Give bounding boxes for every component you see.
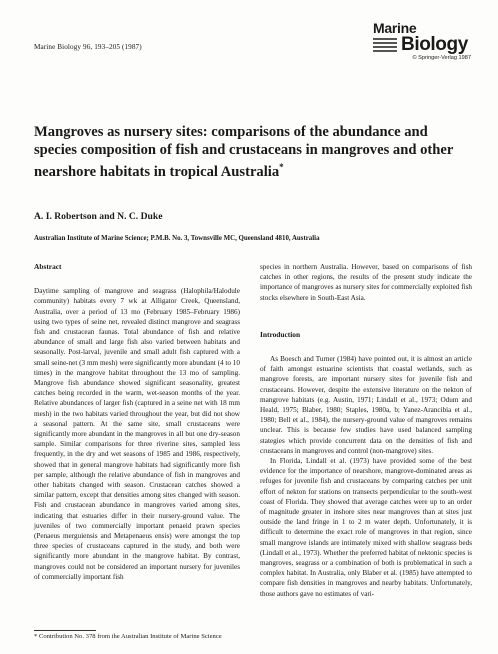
journal-citation: Marine Biology 96, 193–205 (1987) (34, 43, 142, 51)
article-title-text: Mangroves as nursery sites: comparisons of the abundance and species composition of fish and crustaceans in mangroves and other nearshore habitats in tropical Australia (34, 124, 454, 181)
publisher-copyright: © Springer-Verlag 1987 (412, 55, 471, 61)
author-affiliation: Australian Institute of Marine Science; P.M.B. No. 3, Townsville MC, Queensland 4810, Australia (34, 235, 320, 242)
introduction-heading: Introduction (260, 329, 301, 339)
journal-logo (373, 22, 471, 61)
introduction-paragraph-2: In Florida, Lindall et al. (1973) have provided some of the best evidence for the importance of nearshore, mangrove-dominated areas as refuges for juvenile fish and crustaceans by comparing catches per unit effort of nekton for stations on transects perpendicular to the south-west coast of Florida. They showed that average catches were up to an order of magnitude greater in inshore sites near mangroves than at sites just outside the land fringe in 1 to 2 m water depth. Unfortunately, it is difficult to determine the exact role of mangroves in that region, since small mangrove islands are intimately mixed with shallow seagrass beds (Lindall et al., 1973). Whether the preferred habitat of nektonic species is mangroves, seagrass or a combination of both is problematical in such a complex habitat. In Australia, only Blaber et al. (1985) have attempted to compare fish densities in mangroves and nearby habitats. Unfortunately, those authors gave no estimates of vari- (260, 457, 472, 598)
title-footnote-marker[interactable]: * (279, 162, 284, 173)
left-column (34, 262, 240, 582)
right-column (260, 262, 472, 599)
logo-decoration (373, 36, 397, 52)
abstract-text: Daytime sampling of mangrove and seagrass (Halophila/Halodule community) habitats every 7 wk at Alligator Creek, Queensland, Australia, over a period of 13 mo (February 1985–February 1986) using two types of seine net, revealed distinct mangrove and seagrass fish and crustacean faunas. Total abundance of fish and relative abundance of small and large fish also varied between habitats and seasonally. Post-larval, juvenile and small adult fish captured with a small seine-net (3 mm mesh) were significantly more abundant (4 to 10 times) in the mangrove habitat throughout the 13 mo of sampling. Mangrove fish abundance showed significant seasonality, greatest catches being recorded in the warm, wet-season months of the year. Relative abundances of larger fish (captured in a seine net with 18 mm mesh) in the two habitats varied throughout the year, but did not show a seasonal pattern. At the same site, small crustaceans were significantly more abundant in the mangroves in all but one dry-season sample. Similar comparisons for three riverine sites, sampled less frequently, in the dry and wet seasons of 1985 and 1986, respectively, showed that in general mangrove habitats had significantly more fish per sample, although the relative abundance of fish in mangroves and other habitats changed with season. Crustacean catches showed a similar pattern, except that densities among sites changed with season. Fish and crustacean abundance in mangroves varied among sites, indicating that estuaries differ in their nursery-ground value. The juveniles of two commercially important penaeid prawn species (Penaeus merguiensis and Metapenaeus ensis) were amongst the top three species of crustaceans captured in the study, and both were significantly more abundant in the mangrove habitat. By contrast, mangroves could not be considered an important nursery for juveniles of commercially important fish (34, 287, 240, 581)
article-title (34, 124, 474, 182)
footnote: * Contribution No. 378 from the Australian Institute of Marine Science (34, 633, 222, 640)
logo-word-marine: Marine (373, 20, 417, 36)
article-authors: A. I. Robertson and N. C. Duke (34, 211, 163, 222)
abstract-heading: Abstract (34, 262, 62, 271)
logo-word-biology: Biology (401, 34, 468, 55)
introduction-paragraph-1: As Boesch and Turner (1984) have pointed out, it is almost an article of faith amongst estuarine scientists that coastal wetlands, such as mangrove forests, are important nursery sites for juvenile fish and crustaceans. However, despite the extensive literature on the nekton of mangrove habitats (e.g. Austin, 1971; Lindall et al., 1973; Odum and Heald, 1975; Blaber, 1980; Staples, 1980a, b; Yanez-Arancibia et al., 1980; Bell et al., 1984), the nursery-ground value of mangroves remains unclear. This is because few studies have used balanced sampling stategies which provide concurrent data on the densities of fish and crustaceans in mangroves and control (non-mangrove) sites. (260, 355, 472, 455)
footnote-divider (34, 630, 96, 631)
abstract-continuation: species in northern Australia. However, based on comparisons of fish catches in other regions, the results of the present study indicate the importance of mangroves as nursery sites for commercially exploited fish stocks elsewhere in South-East Asia. (260, 263, 472, 302)
